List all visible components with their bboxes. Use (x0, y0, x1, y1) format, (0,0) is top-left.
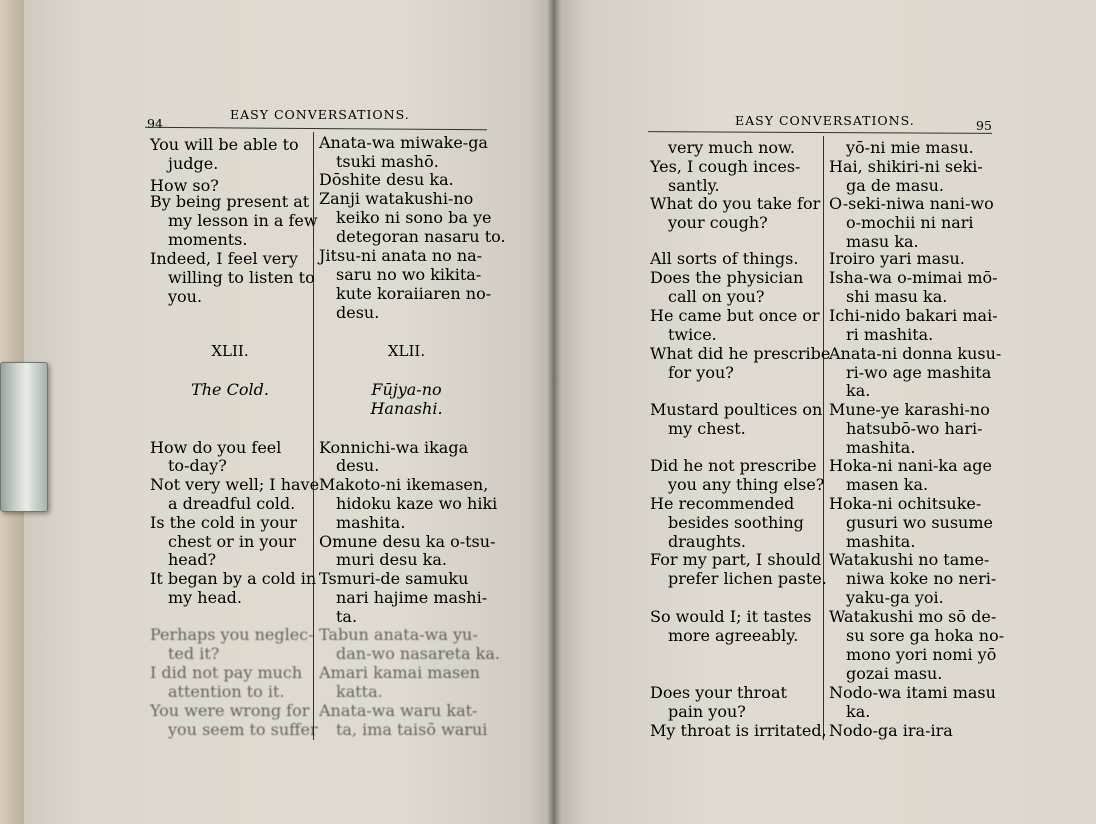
japanese-line: gusuri wo susume (846, 513, 993, 532)
japanese-line: ri-wo age mashita (846, 363, 992, 382)
english-line: Is the cold in your (150, 513, 298, 532)
japanese-line: mashita. (846, 438, 916, 457)
english-line: Mustard poultices on (650, 400, 823, 419)
english-line: a dreadful cold. (168, 494, 296, 513)
japanese-line: ta. (336, 607, 358, 626)
japanese-line: Tsmuri-de samuku (319, 569, 469, 588)
japanese-line: Hoka-ni nani-ka age (829, 456, 992, 475)
japanese-line: hatsubō-wo hari- (846, 419, 983, 438)
japanese-line: shi masu ka. (846, 287, 948, 306)
english-line: Does the physician (650, 268, 804, 287)
english-line: ted it? (168, 644, 220, 663)
column-divider (823, 136, 824, 740)
english-line: It began by a cold in (150, 569, 317, 588)
english-line: You were wrong for (150, 701, 310, 720)
japanese-line: Dōshite desu ka. (319, 170, 454, 189)
japanese-line: mashita. (336, 513, 406, 532)
japanese-line: mono yori nomi yō (846, 645, 997, 664)
english-line: Yes, I cough inces- (650, 157, 801, 176)
page-number: 95 (976, 118, 992, 133)
japanese-line: Amari kamai masen (319, 663, 480, 682)
english-line: So would I; it tastes (650, 607, 812, 626)
english-line: My throat is irritated, (650, 721, 827, 740)
english-line: He came but once or (650, 306, 820, 325)
japanese-line: Hoka-ni ochitsuke- (829, 494, 982, 513)
japanese-line: ka. (846, 381, 871, 400)
english-line: judge. (168, 154, 219, 173)
english-line: you any thing else? (668, 475, 825, 494)
english-line: chest or in your (168, 532, 296, 551)
japanese-line: muri desu ka. (336, 550, 447, 569)
english-line: How do you feel (150, 438, 282, 457)
english-line: very much now. (668, 138, 795, 157)
running-head: EASY CONVERSATIONS. (735, 113, 915, 128)
japanese-line: yaku-ga yoi. (846, 588, 944, 607)
english-line: For my part, I should (650, 550, 822, 569)
japanese-line: ka. (846, 702, 871, 721)
japanese-line: nari hajime mashi- (336, 588, 488, 607)
japanese-line: desu. (336, 456, 380, 475)
japanese-line: yō-ni mie masu. (846, 138, 974, 157)
section-title: The Cold. (191, 380, 269, 399)
japanese-line: o-mochii ni nari (846, 213, 974, 232)
page-number: 94 (147, 116, 163, 131)
japanese-line: Watakushi mo sō de- (829, 607, 997, 626)
japanese-line: Hai, shikiri-ni seki- (829, 157, 983, 176)
section-number: XLII. (387, 342, 426, 360)
english-line: santly. (668, 176, 720, 195)
english-line: draughts. (668, 532, 747, 551)
english-line: You will be able to (150, 135, 299, 154)
english-line: prefer lichen paste. (668, 569, 827, 588)
english-line: All sorts of things. (650, 249, 799, 268)
english-line: willing to listen to (168, 268, 315, 287)
japanese-line: detegoran nasaru to. (336, 227, 506, 246)
japanese-line: dan-wo nasareta ka. (336, 644, 500, 663)
japanese-line: hidoku kaze wo hiki (336, 494, 498, 513)
japanese-line: Zanji watakushi-no (319, 189, 474, 208)
english-line: What did he prescribe (650, 344, 831, 363)
japanese-line: ga de masu. (846, 176, 944, 195)
section-title: Fūjya-no (371, 380, 442, 399)
page-clip (0, 362, 48, 512)
section-title: Hanashi. (370, 399, 443, 418)
japanese-line: Tabun anata-wa yu- (319, 625, 478, 644)
english-line: How so? (150, 176, 219, 195)
english-line: Perhaps you neglec- (150, 625, 314, 644)
japanese-line: keiko ni sono ba ye (336, 208, 492, 227)
japanese-line: Jitsu-ni anata no na- (319, 246, 483, 265)
english-line: to-day? (168, 456, 227, 475)
english-line: my lesson in a few (168, 211, 318, 230)
japanese-line: ta, ima taisō warui (336, 720, 488, 739)
english-line: Did he not prescribe (650, 456, 817, 475)
japanese-line: Iroiro yari masu. (829, 249, 965, 268)
english-line: Indeed, I feel very (150, 249, 298, 268)
japanese-line: gozai masu. (846, 664, 943, 683)
english-line: call on you? (668, 287, 765, 306)
japanese-line: Watakushi no tame- (829, 550, 990, 569)
japanese-line: Nodo-ga ira-ira (829, 721, 953, 740)
japanese-line: saru no wo kikita- (336, 265, 482, 284)
english-line: head? (168, 550, 217, 569)
english-line: Does your throat (650, 683, 787, 702)
japanese-line: masu ka. (846, 232, 919, 251)
japanese-line: desu. (336, 303, 380, 322)
japanese-line: katta. (336, 682, 383, 701)
japanese-line: Anata-wa waru kat- (319, 701, 478, 720)
japanese-line: Ichi-nido bakari mai- (829, 306, 998, 325)
book-gutter (547, 0, 561, 824)
japanese-line: kute koraiiaren no- (336, 284, 492, 303)
english-line: your cough? (668, 213, 768, 232)
japanese-line: ri mashita. (846, 325, 934, 344)
japanese-line: tsuki mashō. (336, 152, 439, 171)
japanese-line: Konnichi-wa ikaga (319, 438, 469, 457)
english-line: you. (168, 287, 203, 306)
running-head: EASY CONVERSATIONS. (230, 107, 410, 122)
japanese-line: Mune-ye karashi-no (829, 400, 990, 419)
japanese-line: Makoto-ni ikemasen, (319, 475, 489, 494)
english-line: for you? (668, 363, 734, 382)
japanese-line: Isha-wa o-mimai mō- (829, 268, 998, 287)
english-line: He recommended (650, 494, 795, 513)
japanese-line: Omune desu ka o-tsu- (319, 532, 496, 551)
english-line: By being present at (150, 192, 310, 211)
japanese-line: Anata-wa miwake-ga (319, 133, 488, 152)
english-line: you seem to suffer (168, 720, 318, 739)
english-line: What do you take for (650, 194, 821, 213)
section-number: XLII. (211, 342, 249, 360)
english-line: I did not pay much (150, 663, 303, 682)
japanese-line: mashita. (846, 532, 916, 551)
japanese-line: Anata-ni donna kusu- (829, 344, 1002, 363)
english-line: my chest. (668, 419, 746, 438)
english-line: Not very well; I have (150, 475, 320, 494)
japanese-line: Nodo-wa itami masu (829, 683, 996, 702)
japanese-line: su sore ga hoka no- (846, 626, 1005, 645)
english-line: more agreeably. (668, 626, 799, 645)
english-line: pain you? (668, 702, 746, 721)
english-line: my head. (168, 588, 242, 607)
english-line: moments. (168, 230, 248, 249)
english-line: attention to it. (168, 682, 285, 701)
japanese-line: niwa koke no neri- (846, 569, 997, 588)
japanese-line: masen ka. (846, 475, 929, 494)
english-line: besides soothing (668, 513, 804, 532)
japanese-line: O-seki-niwa nani-wo (829, 194, 994, 213)
english-line: twice. (668, 325, 717, 344)
